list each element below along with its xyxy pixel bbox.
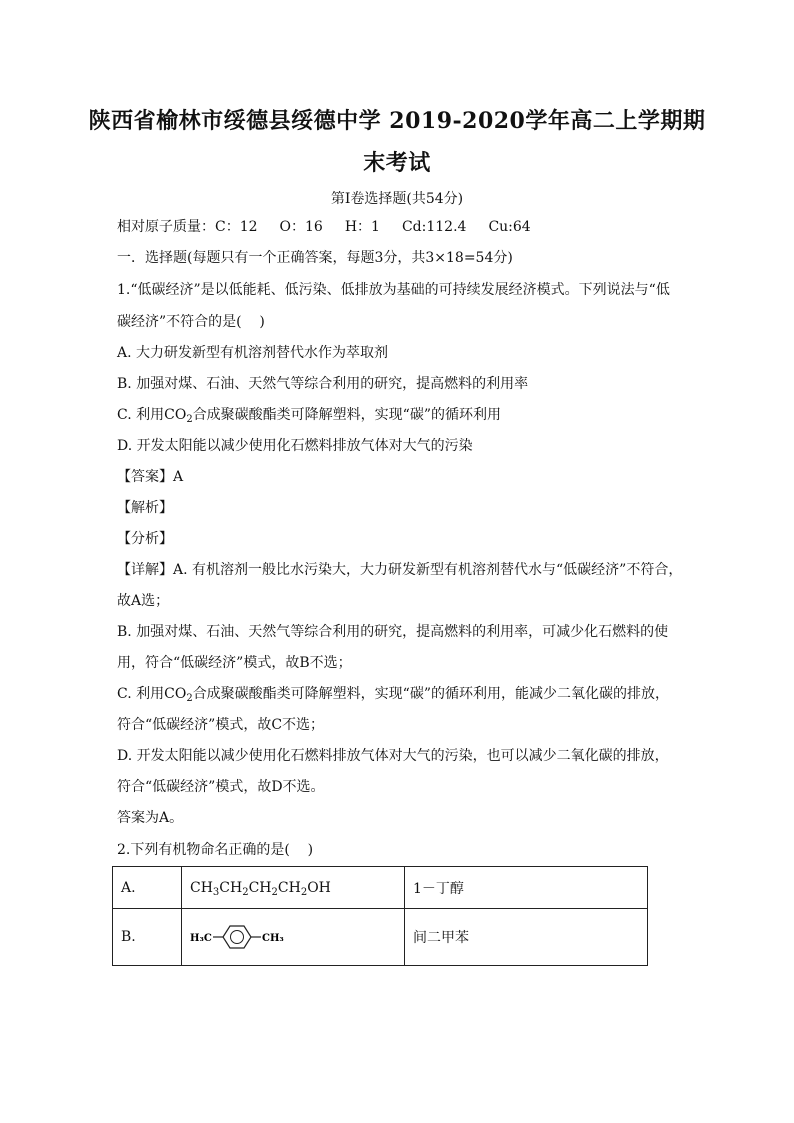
q2-row-a-formula: $CH_3CH_2CH_2CH_2OH$ [182,867,405,909]
q2-row-b-label: B. [113,909,182,966]
q2-row-a-label: A. [113,867,182,909]
q1-conclusion: 答案为A。 [117,810,184,826]
q1-option-a: A. 大力研发新型有机溶剂替代水作为萃取剂 [117,345,389,361]
q1-detail-d-line1: D. 开发太阳能以减少使用化石燃料排放气体对大气的污染，也可以减少二氧化碳的排放， [117,748,669,764]
q1-detail-d-line2: 符合“低碳经济”模式，故D不选。 [117,779,325,795]
document-title-line1: 陕西省榆林市绥德县绥德中学 2019-2020学年高二上学期期 [88,108,706,134]
q2-row-a-name: 1－丁醇 [405,867,648,909]
q1-detail-b-line1: B. 加强对煤、石油、天然气等综合利用的研究，提高燃料的利用率，可减少化石燃料的使 [117,624,669,640]
q1-detail-b-line2: 用，符合“低碳经济”模式，故B不选； [117,655,352,671]
mass-cu: Cu:64 [488,219,531,235]
p-xylene-structure [190,923,290,951]
mass-c: 相对原子质量：C：12 [117,219,258,235]
part1-heading: 一．选择题(每题只有一个正确答案，每题3分，共3×18=54分) [117,250,513,266]
aromatic-circle [231,931,244,944]
q1-option-b: B. 加强对煤、石油、天然气等综合利用的研究，提高燃料的利用率 [117,376,529,392]
mass-h: H：1 [344,219,380,235]
document-title-line2: 末考试 [363,150,431,176]
methyl-left-label: H₃C [190,933,212,944]
q1-answer: 【答案】A [117,469,184,485]
q2-row-b-structure [182,909,405,966]
q1-stem-line1: 1.“低碳经济”是以低能耗、低污染、低排放为基础的可持续发展经济模式。下列说法与“低 [117,282,670,298]
q1-detail-a-line1: 【详解】A. 有机溶剂一般比水污染大，大力研发新型有机溶剂替代水与“低碳经济”不符合， [117,562,683,578]
q1-detail-a-line2: 故A选； [117,593,170,609]
q1-option-c: C. 利用$CO_2$合成聚碳酸酯类可降解塑料，实现“碳”的循环利用 [117,407,502,425]
q2-options-table [112,866,648,966]
mass-cd: Cd:112.4 [401,219,467,235]
atomic-masses [117,218,677,236]
q1-option-d: D. 开发太阳能以减少使用化石燃料排放气体对大气的污染 [117,438,473,454]
q2-stem: 2.下列有机物命名正确的是( ) [117,842,314,858]
q1-detail-c-line2: 符合“低碳经济”模式，故C不选； [117,717,325,733]
q1-analysis-label: 【解析】 [117,500,173,516]
q1-breakdown-label: 【分析】 [117,531,173,547]
benzene-ring [223,926,251,948]
table-row [113,867,648,909]
methyl-right-label: CH₃ [262,933,284,944]
table-row [113,909,648,966]
q1-detail-c-line1: C. 利用$CO_2$合成聚碳酸酯类可降解塑料，实现“碳”的循环利用，能减少二氧化碳的排放， [117,686,669,704]
q1-stem-line2: 碳经济”不符合的是( ) [117,314,265,330]
mass-o: O：16 [279,219,323,235]
section-heading: 第I卷选择题(共54分) [330,191,464,207]
q2-row-b-name: 间二甲苯 [405,909,648,966]
